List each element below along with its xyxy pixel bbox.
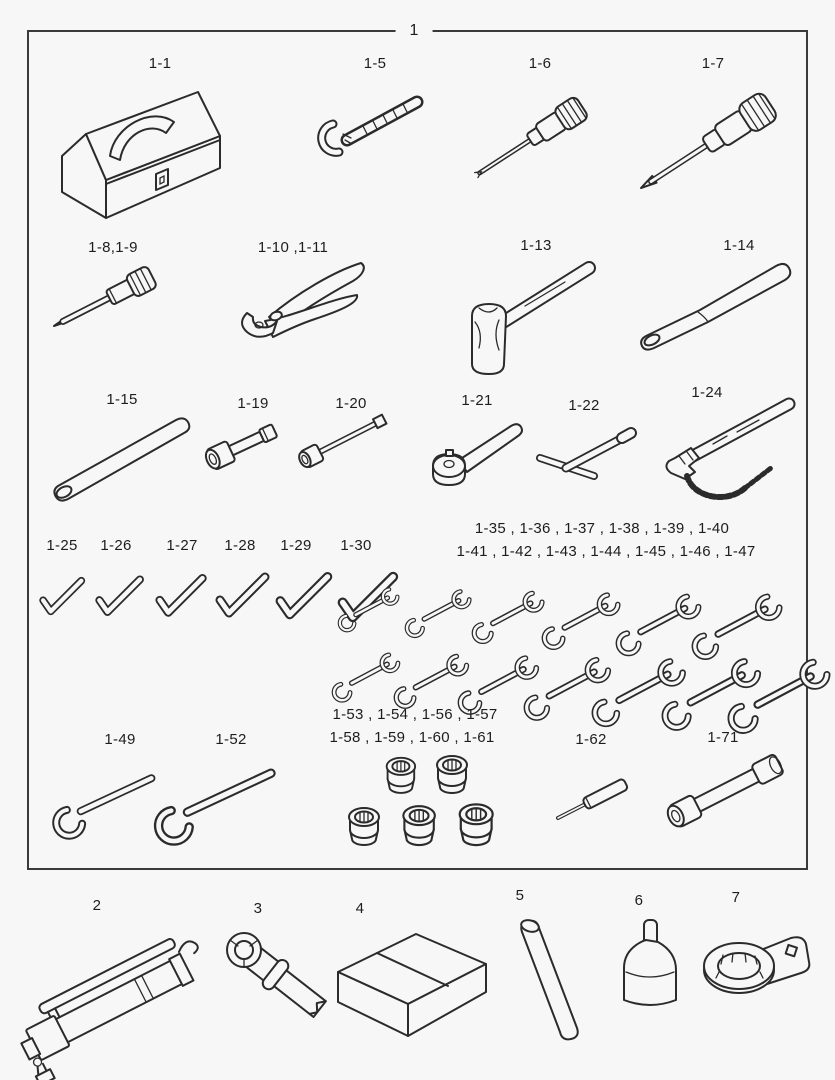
wrench-set-label-line2: 1-41 , 1-42 , 1-43 , 1-44 , 1-45 , 1-46 , 1-47 [456,543,756,560]
part-label-1-24: 1-24 [691,384,723,401]
part-label-1-29: 1-29 [280,537,312,554]
part-label-1-25: 1-25 [46,537,78,554]
part-label-3: 3 [253,900,263,917]
part-label-1-19: 1-19 [237,395,269,412]
part-label-1-20: 1-20 [335,395,367,412]
pipe-icon [46,404,201,504]
part-label-1-27: 1-27 [166,537,198,554]
part-label-1-22: 1-22 [568,397,600,414]
eye-ring-tool-icon [695,922,815,1012]
nozzle-icon [602,916,702,1016]
adjustable-wrench-icon [305,84,435,169]
part-label-1-13: 1-13 [520,237,552,254]
grease-fitting-icon [210,920,330,1030]
open-end-wrench-set-icon [330,560,810,710]
part-label-1-14: 1-14 [723,237,755,254]
tube-icon [498,910,603,1055]
part-label-1-6: 1-6 [528,55,552,72]
part-label-1-52: 1-52 [215,731,247,748]
open-end-wrench-icon [148,744,308,839]
phillips-screwdriver-icon [472,82,607,187]
flat-screwdriver-icon [633,82,798,202]
socket-set-icon [330,752,510,867]
socket-extension-short-icon [203,416,293,476]
toolbox-icon [48,76,243,226]
part-label-4: 4 [355,900,365,917]
part-label-2: 2 [92,897,102,914]
part-label-1-5: 1-5 [363,55,387,72]
parts-box-icon [328,924,498,1044]
part-label-1-1: 1-1 [148,55,172,72]
part-label-1-49: 1-49 [104,731,136,748]
spark-plug-socket-icon [666,755,796,835]
part-label-6: 6 [634,892,644,909]
part-label-1-8-1-9: 1-8,1-9 [88,239,138,256]
part-label-1-21: 1-21 [461,392,493,409]
chain-wrench-icon [641,392,801,510]
part-label-1-62: 1-62 [575,731,607,748]
part-label-1-71: 1-71 [707,729,739,746]
small-screwdriver-icon [48,258,173,338]
part-label-1-26: 1-26 [100,537,132,554]
part-label-1-28: 1-28 [224,537,256,554]
part-label-7: 7 [731,889,741,906]
main-group-label: 1 [396,21,433,40]
wrench-set-label-line1: 1-35 , 1-36 , 1-37 , 1-38 , 1-39 , 1-40 [474,520,730,537]
socket-set-label-line2: 1-58 , 1-59 , 1-60 , 1-61 [329,729,495,746]
part-label-1-10-1-11: 1-10 ,1-11 [257,239,329,256]
hammer-icon [455,248,600,378]
grease-gun-icon [18,918,218,1068]
t-handle-wrench-icon [536,424,641,486]
socket-extension-long-icon [296,410,401,475]
pliers-icon [235,255,375,355]
pry-bar-icon [636,252,796,352]
part-label-1-15: 1-15 [106,391,138,408]
part-label-5: 5 [515,887,525,904]
ratchet-handle-icon [425,414,530,494]
part-label-1-7: 1-7 [701,55,725,72]
part-label-1-30: 1-30 [340,537,372,554]
pin-punch-icon [552,760,647,830]
socket-set-label-line1: 1-53 , 1-54 , 1-56 , 1-57 [332,706,498,723]
